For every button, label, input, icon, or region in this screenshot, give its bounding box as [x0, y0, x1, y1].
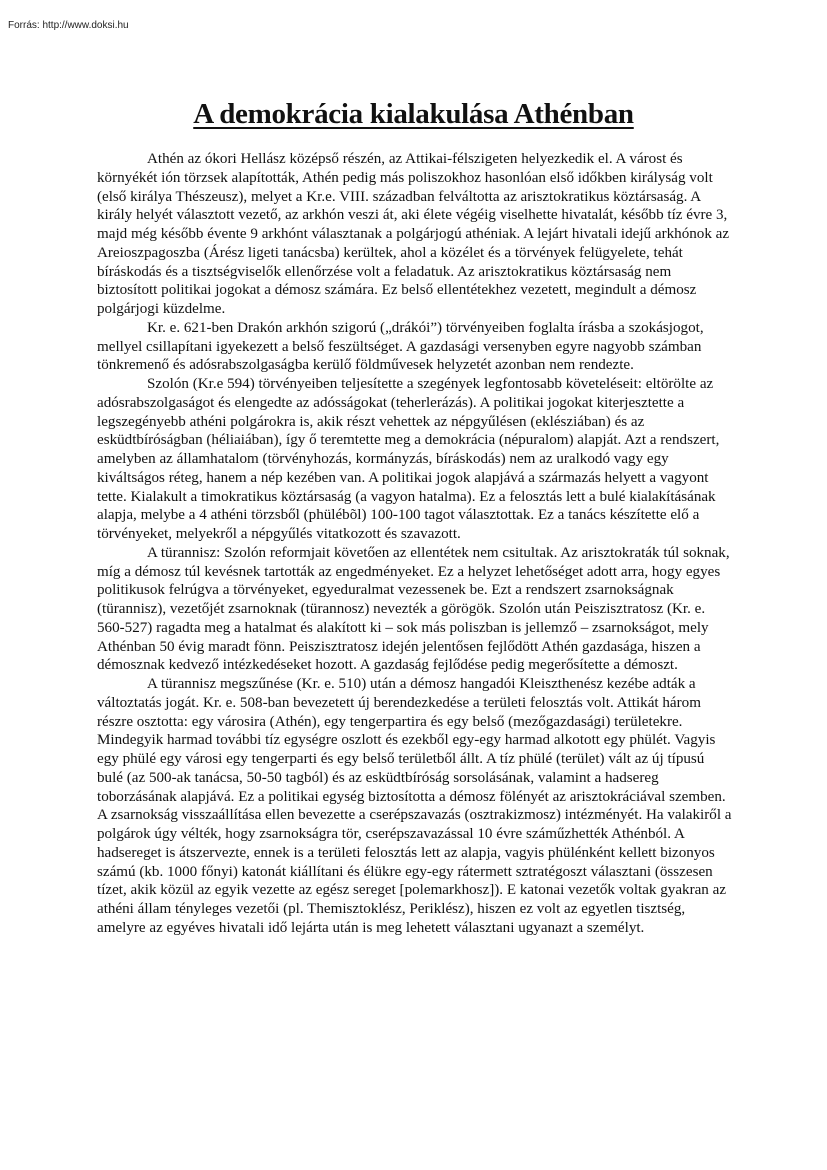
paragraph-szolon: Szolón (Kr.e 594) törvényeiben teljesítette a szegények legfontosabb követeléseit: eltörölte az adósrabszolgaságot és elengedte az adósságokat (teherlerázás). A politikai jogokat kiterjesztette a legszegényebb athéni polgárokra is, akik részt vehettek az népgyűlésen (eklésziában) és az esküdtbíróságban (héliaiában), így ő teremtette meg a demokrácia (népuralom) alapját. Azt a rendszert, amelyben az államhatalom (törvényhozás, kormányzás, bíráskodás) nem az uralkodó vagy egy kiváltságos réteg, hanem a nép kezében van. A politikai jogok alapjává a származás helyett a vagyont tette. Kialakult a timokratikus köztársaság (a vagyon hatalma). Ez a felosztás lett a bulé kialakításának alapja, melybe a 4 athéni törzsből (phülébõl) 100-100 tagot választottak. Ez a tanács készítette elő a törvényeket, melyekről a népgyűlés vitatkozott és szavazott. [97, 376, 720, 542]
source-note: Forrás: http://www.doksi.hu [8, 20, 129, 31]
paragraph-intro: Athén az ókori Hellász középső részén, az Attikai-félszigeten helyezkedik el. A várost és környékét ión törzsek alapították, Athén pedig más poliszokhoz hasonlóan első időkben királyság volt (első királya Thészeusz), melyet a Kr.e. VIII. században felváltotta az arisztokratikus köztársaság. A király helyét választott vezető, az arkhón veszi át, aki élete végéig viselhette hivatalát, később tíz évre 3, majd még később évente 9 arkhónt választanak a polgárjogú athéniak. A lejárt hivatali idejű arkhónok az Areioszpagoszba (Árész ligeti tanácsba) kerültek, ahol a közélet és a törvények felügyelete, tehát bíráskodás és a tisztségviselők ellenőrzése volt a feladatuk. Az arisztokratikus köztársaság nem biztosított politikai jogokat a démosz számára. Ez belső ellentétekhez vezetett, megindult a démosz polgárjogi küzdelme. [97, 151, 730, 317]
article-body [97, 150, 732, 938]
page-title: A demokrácia kialakulása Athénban [193, 98, 634, 130]
paragraph-turannisz: A türannisz: Szolón reformjait követően az ellentétek nem csitultak. Az arisztokraták túl soknak, míg a démosz túl kevésnek tartották az engedményeket. Ez a helyzet lehetőséget adott arra, hogy egyes politikusok felrúgva a törvényeket, egyeduralmat vezessenek be. Ezt a rendszert zsarnokságnak (türannisz), vezetőjét zsarnoknak (türannosz) nevezték a görögök. Szolón után Peiszisztratosz (Kr. e. 560-527) ragadta meg a hatalmat és alakított ki – sok más poliszban is jellemző – zsarnokságot, mely Athénban 50 évig maradt fönn. Peiszisztratosz idején jelentősen fejlődött Athén gazdasága, hiszen a démosznak kedvező intézkedéseket hozott. A gazdaság fejlődése pedig megerősítette a démoszt. [97, 544, 730, 674]
paragraph-kleiszthenesz: A türannisz megszűnése (Kr. e. 510) után a démosz hangadói Kleiszthenész kezébe adták a változtatás jogát. Kr. e. 508-ban bevezetett új berendezkedése a területi felosztás volt. Attikát három részre osztotta: egy városira (Athén), egy tengerpartira és egy belső (mezőgazdasági) területekre. Mindegyik harmad további tíz egységre oszlott és ezekből egy-egy harmad alkotott egy phülét. Vagyis egy phülé egy városi egy tengerparti és egy belső területből állt. A tíz phülé (terület) vált az új típusú bulé (az 500-ak tanácsa, 50-50 tagból) és az esküdtbíróság sorsolásának, valamint a hadsereg toborzásának alapjává. Ez a politikai egység biztosította a démosz fölényét az arisztokráciával szemben. A zsarnokság visszaállítása ellen bevezette a cserépszavazás (osztrakizmosz) intézményét. Ha valakiről a polgárok úgy vélték, hogy zsarnokságra tör, cserépszavazással 10 évre száműzhették Athénból. A hadsereget is átszervezte, ennek is a területi felosztás lett az alapja, vagyis phülénként kellett bizonyos számú (kb. 1000 főnyi) katonát kiállítani és élükre egy-egy rátermett sztratégoszt választani (összesen tízet, akik közül az egyik vezette az egész sereget [polemarkhosz]). E katonai vezetők voltak gyakran az athéni állam tényleges vezetői (pl. Themisztoklész, Periklész), hiszen ez volt az egyetlen tisztség, amelyre az egyéves hivatali idő lejárta után is meg lehetett választani ugyanazt a személyt. [97, 676, 732, 936]
paragraph-drakon: Kr. e. 621-ben Drakón arkhón szigorú („drákói”) törvényeiben foglalta írásba a szokásjogot, mellyel csillapítani igyekezett a belső feszültséget. A gazdasági versenyben egyre nagyobb számban tönkremenő és adósrabszolgaságba kerülő földművesek helyzetét azonban nem rendezte. [97, 319, 704, 374]
